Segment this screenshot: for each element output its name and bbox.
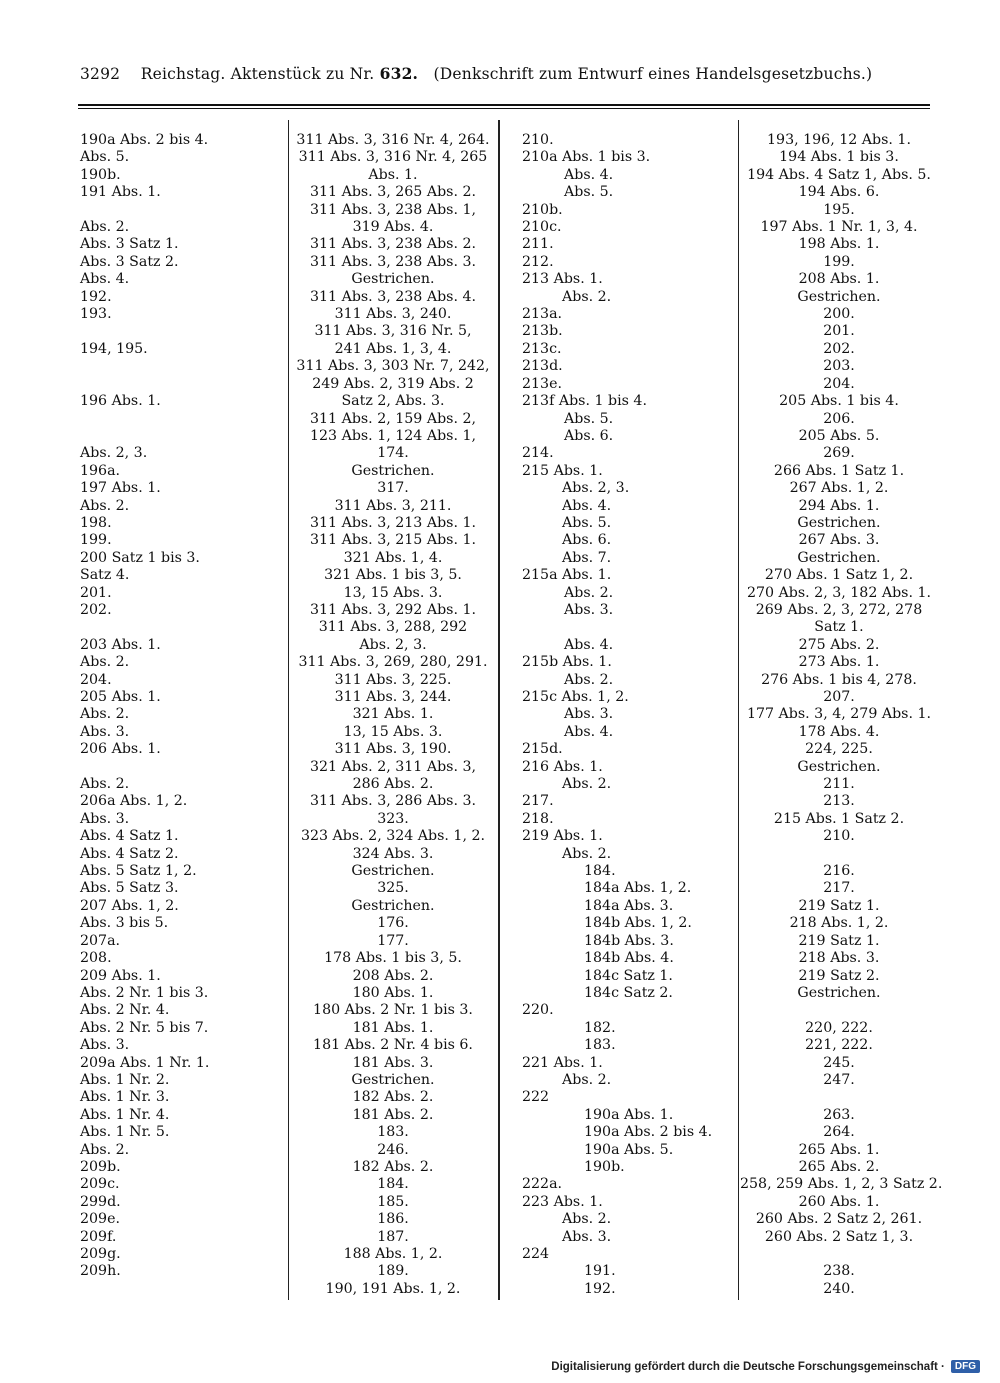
col3-row: 184a Abs. 1, 2. <box>584 880 692 897</box>
col1-row: 209g. <box>80 1246 121 1262</box>
col2-row: 186. <box>377 1211 409 1228</box>
col2-row: 123 Abs. 1, 124 Abs. 1, <box>309 427 477 444</box>
col3-row: 215c Abs. 1, 2. <box>522 689 629 705</box>
col4-row: 267 Abs. 1, 2. <box>789 480 889 497</box>
col4-row: 210. <box>823 828 855 845</box>
col4-row: 260 Abs. 1. <box>798 1193 880 1210</box>
col2-row: 323. <box>377 810 409 827</box>
col3-row: Abs. 3. <box>564 601 614 618</box>
col3-row: Abs. 4. <box>562 497 612 514</box>
col4-row: 205 Abs. 5. <box>798 427 880 444</box>
col4-row: 198 Abs. 1. <box>798 236 880 253</box>
col1-row: Abs. 1 Nr. 3. <box>80 1089 170 1106</box>
col4-row: 213. <box>823 793 855 810</box>
col2-row: 321 Abs. 2, 311 Abs. 3, <box>309 758 477 775</box>
col2-row: 311 Abs. 3, 303 Nr. 7, 242, <box>296 358 490 375</box>
col2-row: 181 Abs. 3. <box>352 1054 434 1071</box>
col4-row: 199. <box>823 253 855 270</box>
col1-row: Abs. 1 Nr. 4. <box>80 1106 170 1123</box>
col1-row: 201. <box>80 584 112 601</box>
col1-row: 206 Abs. 1. <box>80 741 161 758</box>
col1-row: 192. <box>80 288 112 305</box>
col4-row: 217. <box>823 880 855 897</box>
col2-row: 321 Abs. 1 bis 3, 5. <box>324 567 462 584</box>
col4-row: 276 Abs. 1 bis 4, 278. <box>761 671 917 688</box>
column-2-entries <box>290 132 496 1298</box>
col4-row: 201. <box>823 323 855 340</box>
col3-row: 184c Satz 1. <box>584 967 673 984</box>
col2-row: 311 Abs. 3, 238 Abs. 3. <box>309 253 477 270</box>
col3-row: Abs. 3. <box>562 1228 612 1245</box>
col3-row: 224 <box>522 1246 550 1262</box>
col3-row: 215 Abs. 1. <box>522 462 603 479</box>
col1-row: Abs. 4 Satz 2. <box>80 845 179 862</box>
col3-row: Abs. 4. <box>564 636 614 653</box>
col2-row: 317. <box>377 480 409 497</box>
col1-row: Abs. 2 Nr. 5 bis 7. <box>80 1019 209 1036</box>
col3-row: 210. <box>522 132 554 148</box>
col4-row <box>740 1089 938 1106</box>
col1-row: Abs. 2. <box>80 497 130 514</box>
col2-row: 176. <box>377 915 409 932</box>
col4-row: 218 Abs. 1, 2. <box>789 915 889 932</box>
col1-row: 196 Abs. 1. <box>80 393 161 410</box>
col3-row: 213a. <box>522 306 563 323</box>
col3-row: 216 Abs. 1. <box>522 758 603 775</box>
col1-row <box>80 411 285 428</box>
col3-row: 184a Abs. 3. <box>584 897 674 914</box>
col4-row: Gestrichen. <box>797 549 881 566</box>
col1-row: 207 Abs. 1, 2. <box>80 897 179 914</box>
col1-row: 202. <box>80 601 112 618</box>
col2-row: 189. <box>377 1263 409 1280</box>
col4-row: 265 Abs. 1. <box>798 1141 880 1158</box>
col2-row: 183. <box>377 1124 409 1141</box>
col1-row <box>80 376 285 393</box>
col4-row: 204. <box>823 375 855 392</box>
col2-row: 311 Abs. 3, 238 Abs. 2. <box>309 236 477 253</box>
col2-row: 311 Abs. 3, 225. <box>334 671 452 688</box>
column-3-entries <box>522 132 736 1298</box>
col2-row: 190, 191 Abs. 1, 2. <box>325 1280 461 1297</box>
col3-row: Abs. 2. <box>562 288 612 305</box>
col3-row: 184b Abs. 3. <box>584 932 674 949</box>
col1-row: 209a Abs. 1 Nr. 1. <box>80 1054 210 1071</box>
col1-row: Abs. 2 Nr. 1 bis 3. <box>80 984 209 1001</box>
dfg-logo: DFG <box>951 1360 980 1373</box>
col2-row: 246. <box>377 1141 409 1158</box>
col4-row: 205 Abs. 1 bis 4. <box>779 393 899 410</box>
col1-row: 190a Abs. 2 bis 4. <box>80 132 209 148</box>
col3-row: 210a Abs. 1 bis 3. <box>522 149 651 166</box>
col3-row: Abs. 2. <box>564 671 614 688</box>
col3-row: 222 <box>522 1089 550 1106</box>
col2-row: Gestrichen. <box>351 897 435 914</box>
col2-row: 311 Abs. 3, 292 Abs. 1. <box>309 601 477 618</box>
col4-row: 203. <box>823 358 855 375</box>
col4-row: 194 Abs. 6. <box>798 184 880 201</box>
col2-row: 181 Abs. 2 Nr. 4 bis 6. <box>313 1037 473 1054</box>
col3-row: 190a Abs. 5. <box>584 1141 674 1158</box>
col2-row: Gestrichen. <box>351 271 435 288</box>
col1-row: 205 Abs. 1. <box>80 689 161 705</box>
document-number: 632. <box>379 64 419 83</box>
col3-row <box>522 619 736 636</box>
col3-row: 182. <box>584 1019 616 1036</box>
col2-row: 311 Abs. 3, 190. <box>334 741 452 758</box>
col4-row: 294 Abs. 1. <box>798 497 880 514</box>
col3-row: Abs. 3. <box>564 706 614 723</box>
col3-row: 220. <box>522 1002 554 1019</box>
col4-row: 177 Abs. 3, 4, 279 Abs. 1. <box>746 706 932 723</box>
col3-row: Abs. 6. <box>564 427 614 444</box>
col4-row: 224, 225. <box>805 741 873 758</box>
col2-row: 177. <box>377 932 409 949</box>
col4-row: 200. <box>823 306 855 323</box>
col4-row: 202. <box>823 340 855 357</box>
col1-row: Abs. 5 Satz 3. <box>80 880 179 897</box>
col4-row: Satz 1. <box>814 619 864 636</box>
col1-row: 203 Abs. 1. <box>80 636 161 653</box>
col3-row: 215b Abs. 1. <box>522 654 612 671</box>
col1-row: 209 Abs. 1. <box>80 967 161 984</box>
col4-row: 178 Abs. 4. <box>798 723 880 740</box>
col2-row: 249 Abs. 2, 319 Abs. 2 <box>312 375 474 392</box>
col3-row: 213e. <box>522 375 562 392</box>
col1-row <box>80 428 285 445</box>
col1-row: 197 Abs. 1. <box>80 480 161 497</box>
col3-row: 210b. <box>522 201 563 218</box>
col2-row: 311 Abs. 3, 213 Abs. 1. <box>309 514 477 531</box>
col3-row: 214. <box>522 445 554 462</box>
col3-row: 218. <box>522 810 554 827</box>
col1-row: 299d. <box>80 1193 121 1210</box>
col2-row: 325. <box>377 880 409 897</box>
col1-row: 209f. <box>80 1228 117 1245</box>
col3-row: 190a Abs. 1. <box>584 1106 674 1123</box>
col4-row: 220, 222. <box>805 1019 873 1036</box>
col4-row: 270 Abs. 1 Satz 1, 2. <box>764 567 914 584</box>
col4-row: 219 Satz 1. <box>798 897 880 914</box>
col4-row: 215 Abs. 1 Satz 2. <box>773 810 905 827</box>
col1-row: 209c. <box>80 1176 120 1193</box>
col2-row: 178 Abs. 1 bis 3, 5. <box>324 950 462 967</box>
column-divider-1 <box>288 120 289 1300</box>
col2-row: 188 Abs. 1, 2. <box>343 1246 443 1262</box>
col4-row: 273 Abs. 1. <box>798 654 880 671</box>
col2-row: Gestrichen. <box>351 863 435 880</box>
page-header <box>80 64 872 83</box>
col3-row: 213 Abs. 1. <box>522 271 603 288</box>
col2-row: 184. <box>377 1176 409 1193</box>
col4-row: 275 Abs. 2. <box>798 636 880 653</box>
col1-row: Abs. 3 bis 5. <box>80 915 169 932</box>
col4-row: Gestrichen. <box>797 288 881 305</box>
col1-row: Abs. 3 Satz 2. <box>80 253 179 270</box>
col2-row: 321 Abs. 1. <box>352 706 434 723</box>
col1-row: 207a. <box>80 932 121 949</box>
col2-row: 311 Abs. 3, 215 Abs. 1. <box>309 532 477 549</box>
col1-row: Abs. 5. <box>80 149 130 166</box>
col1-row <box>80 619 285 636</box>
col3-row: Abs. 4. <box>564 166 614 183</box>
col2-row: 182 Abs. 2. <box>352 1089 434 1106</box>
col1-row: Abs. 2. <box>80 1141 130 1158</box>
col3-row: 213c. <box>522 340 562 357</box>
col3-row: Abs. 4. <box>564 723 614 740</box>
col4-row: 267 Abs. 3. <box>798 532 880 549</box>
footer-credit <box>551 1360 980 1373</box>
col4-row: 221, 222. <box>805 1037 873 1054</box>
col1-row: Abs. 2 Nr. 4. <box>80 1002 170 1019</box>
col4-row <box>740 1002 938 1019</box>
col3-row: 184c Satz 2. <box>584 984 673 1001</box>
col3-row: 184b Abs. 1, 2. <box>584 915 692 932</box>
col2-row: 311 Abs. 3, 288, 292 <box>318 619 468 636</box>
col2-row: 311 Abs. 3, 316 Nr. 4, 264. <box>296 132 490 148</box>
col3-row: 184. <box>584 863 616 880</box>
col1-row: Abs. 3. <box>80 810 130 827</box>
col2-row: 311 Abs. 3, 211. <box>334 497 452 514</box>
col1-row: Abs. 2. <box>80 776 130 793</box>
col1-row: 209e. <box>80 1211 120 1228</box>
col3-row: Abs. 2. <box>564 584 614 601</box>
col3-row: 211. <box>522 236 554 253</box>
col4-row: 245. <box>823 1054 855 1071</box>
column-4-entries <box>740 132 943 1298</box>
col3-row: Abs. 6. <box>562 532 612 549</box>
header-rule-thin <box>78 108 930 109</box>
header-title: Reichstag. Aktenstück zu Nr. <box>140 65 375 83</box>
col2-row: 181 Abs. 2. <box>352 1106 434 1123</box>
col2-row: Satz 2, Abs. 3. <box>341 393 445 410</box>
col3-row: 221 Abs. 1. <box>522 1054 603 1071</box>
col3-row: 213d. <box>522 358 563 375</box>
col1-row: 209b. <box>80 1158 121 1175</box>
col3-row: 215d. <box>522 741 563 758</box>
col4-row: 260 Abs. 2 Satz 2, 261. <box>755 1211 923 1228</box>
col4-row: 238. <box>823 1263 855 1280</box>
col3-row: 190a Abs. 2 bis 4. <box>584 1124 713 1141</box>
col3-row: Abs. 2, 3. <box>562 480 630 497</box>
col2-row: 319 Abs. 4. <box>352 219 434 236</box>
col3-row: 210c. <box>522 219 562 236</box>
col2-row: 174. <box>377 445 409 462</box>
col1-row: Abs. 2. <box>80 706 130 723</box>
col2-row: Gestrichen. <box>351 462 435 479</box>
col1-row <box>80 202 285 219</box>
col4-row: 264. <box>823 1124 855 1141</box>
col1-row: 198. <box>80 514 112 531</box>
col4-row: 197 Abs. 1 Nr. 1, 3, 4. <box>760 219 918 236</box>
col2-row: 323 Abs. 2, 324 Abs. 1, 2. <box>300 828 486 845</box>
col2-row: 180 Abs. 1. <box>352 984 434 1001</box>
col1-row: Abs. 4. <box>80 271 130 288</box>
col2-row: 185. <box>377 1193 409 1210</box>
col2-row: 182 Abs. 2. <box>352 1158 434 1175</box>
col1-row: Abs. 4 Satz 1. <box>80 828 179 845</box>
col1-row <box>80 358 285 375</box>
col2-row: 181 Abs. 1. <box>352 1019 434 1036</box>
col2-row: 311 Abs. 2, 159 Abs. 2, <box>309 410 477 427</box>
col2-row: 311 Abs. 3, 269, 280, 291. <box>298 654 488 671</box>
col4-row: 263. <box>823 1106 855 1123</box>
col1-row: 191 Abs. 1. <box>80 184 161 201</box>
col4-row: 211. <box>823 776 855 793</box>
col4-row: 219 Satz 2. <box>798 967 880 984</box>
col4-row: Gestrichen. <box>797 758 881 775</box>
col4-row: 194 Abs. 4 Satz 1, Abs. 5. <box>747 166 931 183</box>
col2-row: 311 Abs. 3, 316 Nr. 4, 265 <box>298 149 488 166</box>
col3-row: Abs. 5. <box>564 410 614 427</box>
col4-row: 266 Abs. 1 Satz 1. <box>773 462 905 479</box>
col1-row: 200 Satz 1 bis 3. <box>80 549 200 566</box>
col1-row: 204. <box>80 671 112 688</box>
col3-row: 190b. <box>584 1158 625 1175</box>
col3-row: 191. <box>584 1263 616 1280</box>
col4-row: 218 Abs. 3. <box>798 950 880 967</box>
col4-row: 195. <box>823 201 855 218</box>
col1-row: 196a. <box>80 462 121 479</box>
col4-row: 216. <box>823 863 855 880</box>
col3-row: 212. <box>522 253 554 270</box>
col4-row: 247. <box>823 1071 855 1088</box>
col1-row <box>80 323 285 340</box>
col3-row: 217. <box>522 793 554 810</box>
col2-row: 241 Abs. 1, 3, 4. <box>334 340 452 357</box>
col1-row: 206a Abs. 1, 2. <box>80 793 188 810</box>
col2-row: Abs. 1. <box>368 166 418 183</box>
col2-row: 13, 15 Abs. 3. <box>343 723 443 740</box>
header-subtitle: (Denkschrift zum Entwurf eines Handelsgesetzbuchs.) <box>433 65 873 83</box>
col2-row: Gestrichen. <box>351 1071 435 1088</box>
col2-row: 311 Abs. 3, 316 Nr. 5, <box>314 323 472 340</box>
col4-row <box>740 1246 938 1263</box>
col3-row: 222a. <box>522 1176 563 1193</box>
col1-row: Abs. 5 Satz 1, 2. <box>80 863 197 880</box>
col1-row: Abs. 1 Nr. 5. <box>80 1124 170 1141</box>
col3-row: 223 Abs. 1. <box>522 1193 603 1210</box>
col3-row: 183. <box>584 1037 616 1054</box>
col3-row: 184b Abs. 4. <box>584 950 674 967</box>
header-rule-thick <box>78 104 930 106</box>
col2-row: 311 Abs. 3, 286 Abs. 3. <box>309 793 477 810</box>
col3-row: 213b. <box>522 323 563 340</box>
col4-row: 240. <box>823 1280 855 1297</box>
col2-row: 324 Abs. 3. <box>352 845 434 862</box>
col1-row: Abs. 3 Satz 1. <box>80 236 179 253</box>
col4-row: 260 Abs. 2 Satz 1, 3. <box>764 1228 914 1245</box>
col3-row: Abs. 2. <box>562 1211 612 1228</box>
col2-row: 321 Abs. 1, 4. <box>343 549 443 566</box>
col3-row: Abs. 5. <box>564 184 614 201</box>
col4-row: Gestrichen. <box>797 984 881 1001</box>
col2-row: Abs. 2, 3. <box>359 636 427 653</box>
col1-row: 194, 195. <box>80 340 148 357</box>
col1-row: Satz 4. <box>80 567 130 584</box>
col4-row <box>740 846 938 863</box>
column-divider-3 <box>738 120 739 1300</box>
col4-row: 207. <box>823 689 855 705</box>
col2-row: 187. <box>377 1228 409 1245</box>
col3-row: 213f Abs. 1 bis 4. <box>522 393 647 410</box>
col2-row: 208 Abs. 2. <box>352 967 434 984</box>
col1-row: 193. <box>80 306 112 323</box>
col4-row: 194 Abs. 1 bis 3. <box>779 149 899 166</box>
col4-row: Gestrichen. <box>797 514 881 531</box>
page-number: 3292 <box>80 65 121 83</box>
col1-row: Abs. 2. <box>80 654 130 671</box>
col3-row: Abs. 2. <box>562 845 612 862</box>
col3-row: Abs. 5. <box>562 514 612 531</box>
col1-row: 190b. <box>80 166 121 183</box>
col3-row: 219 Abs. 1. <box>522 828 603 845</box>
col4-row: 265 Abs. 2. <box>798 1158 880 1175</box>
col1-row: Abs. 3. <box>80 723 130 740</box>
col2-row: 311 Abs. 3, 265 Abs. 2. <box>309 184 477 201</box>
col4-row: 270 Abs. 2, 3, 182 Abs. 1. <box>746 584 932 601</box>
col4-row: 269. <box>823 445 855 462</box>
col1-row: 209h. <box>80 1263 121 1280</box>
col1-row: 208. <box>80 950 112 967</box>
col4-row: 219 Satz 1. <box>798 932 880 949</box>
col3-row: Abs. 2. <box>562 776 612 793</box>
col2-row: 311 Abs. 3, 238 Abs. 1, <box>309 201 477 218</box>
col2-row: 13, 15 Abs. 3. <box>343 584 443 601</box>
column-divider-center <box>498 120 500 1300</box>
col2-row: 180 Abs. 2 Nr. 1 bis 3. <box>313 1002 473 1019</box>
col3-row: 192. <box>584 1280 616 1297</box>
col3-row: 215a Abs. 1. <box>522 567 612 584</box>
column-1-entries <box>80 132 285 1281</box>
col2-row: 311 Abs. 3, 244. <box>334 689 452 705</box>
col3-row: Abs. 2. <box>562 1071 612 1088</box>
col1-row: Abs. 2. <box>80 219 130 236</box>
col2-row: 311 Abs. 3, 238 Abs. 4. <box>309 288 477 305</box>
col4-row: 269 Abs. 2, 3, 272, 278 <box>755 601 923 618</box>
col4-row: 208 Abs. 1. <box>798 271 880 288</box>
col3-row: Abs. 7. <box>562 549 612 566</box>
col1-row: Abs. 2, 3. <box>80 445 148 462</box>
col1-row: Abs. 1 Nr. 2. <box>80 1071 170 1088</box>
col1-row <box>80 759 285 776</box>
footer-text: Digitalisierung gefördert durch die Deutsche Forschungsgemeinschaft · <box>551 1360 945 1373</box>
col1-row: Abs. 3. <box>80 1037 130 1054</box>
col4-row: 193, 196, 12 Abs. 1. <box>767 132 911 148</box>
col2-row: 311 Abs. 3, 240. <box>334 306 452 323</box>
col2-row: 286 Abs. 2. <box>352 776 434 793</box>
col4-row: 206. <box>823 410 855 427</box>
col4-row: 258, 259 Abs. 1, 2, 3 Satz 2. <box>740 1176 943 1193</box>
col1-row: 199. <box>80 532 112 549</box>
